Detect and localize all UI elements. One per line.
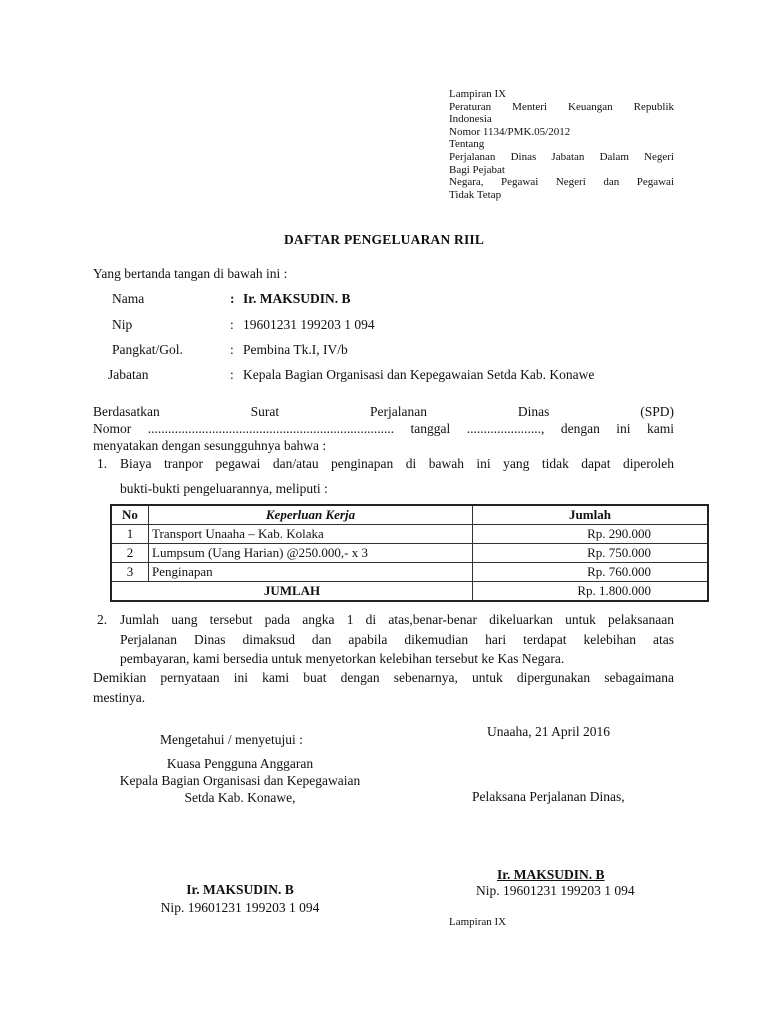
row-jumlah: Rp. 290.000 <box>473 525 709 544</box>
signer-title: Kuasa Pengguna Anggaran <box>166 756 314 771</box>
header-line: Perjalanan Dinas Jabatan Dalam Negeri <box>449 150 674 163</box>
jabatan-value: Kepala Bagian Organisasi dan Kepegawaian Setda Kab. Konawe <box>243 367 595 382</box>
total-value: Rp. 1.800.000 <box>473 582 709 602</box>
traveler-role: Pelaksana Perjalanan Dinas, <box>472 789 625 804</box>
column-header: Keperluan Kerja <box>149 505 473 525</box>
signer-nip: Nip. 19601231 199203 1 094 <box>160 900 320 915</box>
row-number: 2 <box>111 544 149 563</box>
table-row <box>111 563 708 582</box>
footer-text: Lampiran IX <box>449 916 507 928</box>
paragraph-line: menyatakan dengan sesungguhnya bahwa : <box>93 438 327 453</box>
signer-title: Kepala Bagian Organisasi dan Kepegawaian <box>119 773 361 788</box>
table-total-row <box>111 582 708 602</box>
table-row <box>111 544 708 563</box>
jabatan-label: Jabatan <box>108 367 149 382</box>
approval-label: Mengetahui / menyetujui : <box>160 732 303 747</box>
expense-table <box>110 504 709 602</box>
nip-colon: : <box>230 317 234 332</box>
row-number: 1 <box>111 525 149 544</box>
closing-line: Demikian pernyataan ini kami buat dengan sebenarnya, untuk dipergunakan sebagaimana <box>93 670 674 685</box>
place-date: Unaaha, 21 April 2016 <box>487 724 610 739</box>
header-line: Tentang <box>449 138 485 151</box>
row-jumlah: Rp. 750.000 <box>473 544 709 563</box>
header-line: Nomor 1134/PMK.05/2012 <box>449 125 571 138</box>
row-keperluan: Transport Unaaha – Kab. Kolaka <box>149 525 473 544</box>
header-line: Negara, Pegawai Negeri dan Pegawai <box>449 176 674 189</box>
nip-label: Nip <box>112 317 133 332</box>
regulation-header <box>449 88 674 201</box>
pangkat-value: Pembina Tk.I, IV/b <box>243 342 348 357</box>
pangkat-label: Pangkat/Gol. <box>112 342 183 357</box>
row-keperluan: Penginapan <box>149 563 473 582</box>
intro-text: Yang bertanda tangan di bawah ini : <box>93 266 288 281</box>
pangkat-colon: : <box>230 342 234 357</box>
column-header: No <box>111 505 149 525</box>
item-text: Jumlah uang tersebut pada angka 1 di atas,benar-benar dikeluarkan untuk pelaksanaan <box>120 612 674 627</box>
column-header: Jumlah <box>473 505 709 525</box>
row-jumlah: Rp. 760.000 <box>473 563 709 582</box>
paragraph-line: Nomor ......................................................................... tanggal ......................, dengan ini kami <box>93 421 674 436</box>
item-number: 2. <box>97 612 108 627</box>
row-number: 3 <box>111 563 149 582</box>
closing-line: mestinya. <box>93 690 146 705</box>
item-text: pembayaran, kami bersedia untuk menyetorkan kelebihan tersebut ke Kas Negara. <box>120 651 565 666</box>
nama-value: Ir. MAKSUDIN. B <box>243 291 351 306</box>
paragraph-line: Berdasatkan Surat Perjalanan Dinas (SPD) <box>93 404 674 419</box>
nama-label: Nama <box>112 291 145 306</box>
header-line: Bagi Pejabat <box>449 163 505 176</box>
nama-colon: : <box>230 291 235 306</box>
jabatan-colon: : <box>230 367 234 382</box>
item-text: bukti-bukti pengeluarannya, meliputi : <box>120 481 328 496</box>
row-keperluan: Lumpsum (Uang Harian) @250.000,- x 3 <box>149 544 473 563</box>
nip-value: 19601231 199203 1 094 <box>243 317 375 332</box>
document-title: DAFTAR PENGELUARAN RIIL <box>283 232 485 247</box>
signer-title: Setda Kab. Konawe, <box>184 790 296 805</box>
total-label: JUMLAH <box>111 582 473 602</box>
traveler-nip: Nip. 19601231 199203 1 094 <box>476 883 635 898</box>
header-line: Peraturan Menteri Keuangan Republik <box>449 100 674 113</box>
signer-name: Ir. MAKSUDIN. B <box>186 882 294 897</box>
item-text: Perjalanan Dinas dimaksud dan apabila dikemudian hari terdapat kelebihan atas <box>120 632 674 647</box>
header-line: Indonesia <box>449 113 492 126</box>
item-text: Biaya tranpor pegawai dan/atau penginapan di bawah ini yang tidak dapat diperoleh <box>120 456 674 471</box>
table-header-row <box>111 505 708 525</box>
header-line: Lampiran IX <box>449 88 507 100</box>
traveler-name: Ir. MAKSUDIN. B <box>497 867 605 882</box>
item-number: 1. <box>97 456 108 471</box>
header-line: Tidak Tetap <box>449 188 502 201</box>
table-row <box>111 525 708 544</box>
